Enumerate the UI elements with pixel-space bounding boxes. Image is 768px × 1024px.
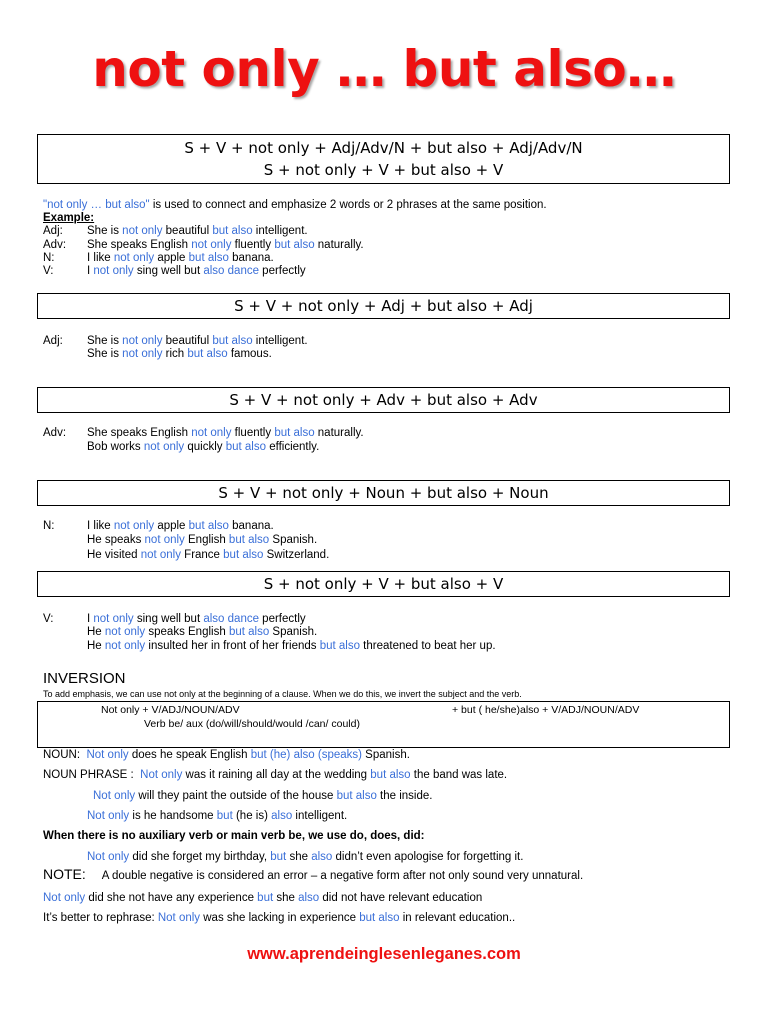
- auxiliary-note: When there is no auxiliary verb or main verb be, we use do, does, did:: [43, 830, 425, 842]
- example-adv: She speaks English not only fluently but also naturally.: [87, 239, 364, 251]
- formula-box-verb: S + not only + V + but also + V: [37, 571, 730, 597]
- formula-box-main: [37, 134, 730, 184]
- formula-line-2: S + not only + V + but also + V: [263, 161, 504, 179]
- forget-line: Not only did she forget my birthday, but she also didn’t even apologise for forgetting it.: [87, 851, 524, 863]
- adj-label: Adj:: [43, 335, 63, 347]
- example-label: Example:: [43, 212, 95, 224]
- v-line-2: He not only speaks English but also Spanish.: [87, 626, 318, 638]
- inversion-box-left: Not only + V/ADJ/NOUN/ADV: [101, 704, 240, 716]
- adv-line-2: Bob works not only quickly but also efficiently.: [87, 441, 320, 453]
- example-n: I like not only apple but also banana.: [87, 252, 274, 264]
- inversion-box-sub: Verb be/ aux (do/will/should/would /can/ could): [144, 718, 360, 730]
- experience-line: Not only did she not have any experience but she also did not have relevant education: [43, 892, 483, 904]
- n-line-3: He visited not only France but also Switzerland.: [87, 549, 330, 561]
- formula-line-1: S + V + not only + Adj/Adv/N + but also + Adj/Adv/N: [184, 139, 583, 157]
- note-label: NOTE:: [43, 866, 86, 882]
- rephrase-line: It’s better to rephrase: Not only was she lacking in experience but also in relevant education..: [43, 912, 516, 924]
- formula-box-adj: S + V + not only + Adj + but also + Adj: [37, 293, 730, 319]
- handsome-line: Not only is he handsome but (he is) also intelligent.: [87, 810, 348, 822]
- example-label-n: N:: [43, 252, 55, 264]
- paint-line: Not only will they paint the outside of the house but also the inside.: [93, 790, 433, 802]
- noun-line: NOUN: Not only does he speak English but (he) also (speaks) Spanish.: [43, 749, 410, 761]
- noun-phrase-line: NOUN PHRASE : Not only was it raining all day at the wedding but also the band was late.: [43, 769, 508, 781]
- n-line-1: I like not only apple but also banana.: [87, 520, 274, 532]
- page-title: not only … but also…: [92, 40, 676, 98]
- n-label: N:: [43, 520, 55, 532]
- inversion-box-right: + but ( he/she)also + V/ADJ/NOUN/ADV: [452, 704, 640, 716]
- inversion-heading: INVERSION: [43, 670, 126, 687]
- adj-line-1: She is not only beautiful but also intelligent.: [87, 335, 308, 347]
- intro-text: "not only … but also" is used to connect and emphasize 2 words or 2 phrases at the same position.: [43, 199, 547, 211]
- v-line-1: I not only sing well but also dance perfectly: [87, 613, 306, 625]
- adj-line-2: She is not only rich but also famous.: [87, 348, 272, 360]
- n-line-2: He speaks not only English but also Spanish.: [87, 534, 318, 546]
- formula-box-adv: S + V + not only + Adv + but also + Adv: [37, 387, 730, 413]
- example-label-adv: Adv:: [43, 239, 67, 251]
- v-label: V:: [43, 613, 54, 625]
- v-line-3: He not only insulted her in front of her friends but also threatened to beat her up.: [87, 640, 496, 652]
- inversion-box: [37, 701, 730, 748]
- adv-line-1: She speaks English not only fluently but also naturally.: [87, 427, 364, 439]
- inversion-description: To add emphasis, we can use not only at the beginning of a clause. When we do this, we invert the subject and the verb.: [43, 689, 522, 699]
- adv-label: Adv:: [43, 427, 67, 439]
- example-v: I not only sing well but also dance perfectly: [87, 265, 306, 277]
- formula-box-noun: S + V + not only + Noun + but also + Noun: [37, 480, 730, 506]
- note-line: NOTE: A double negative is considered an error – a negative form after not only sound very unnatural.: [43, 866, 584, 882]
- website-link[interactable]: www.aprendeinglesenleganes.com: [247, 945, 521, 963]
- example-label-adj: Adj:: [43, 225, 63, 237]
- example-label-v: V:: [43, 265, 54, 277]
- example-adj: She is not only beautiful but also intelligent.: [87, 225, 308, 237]
